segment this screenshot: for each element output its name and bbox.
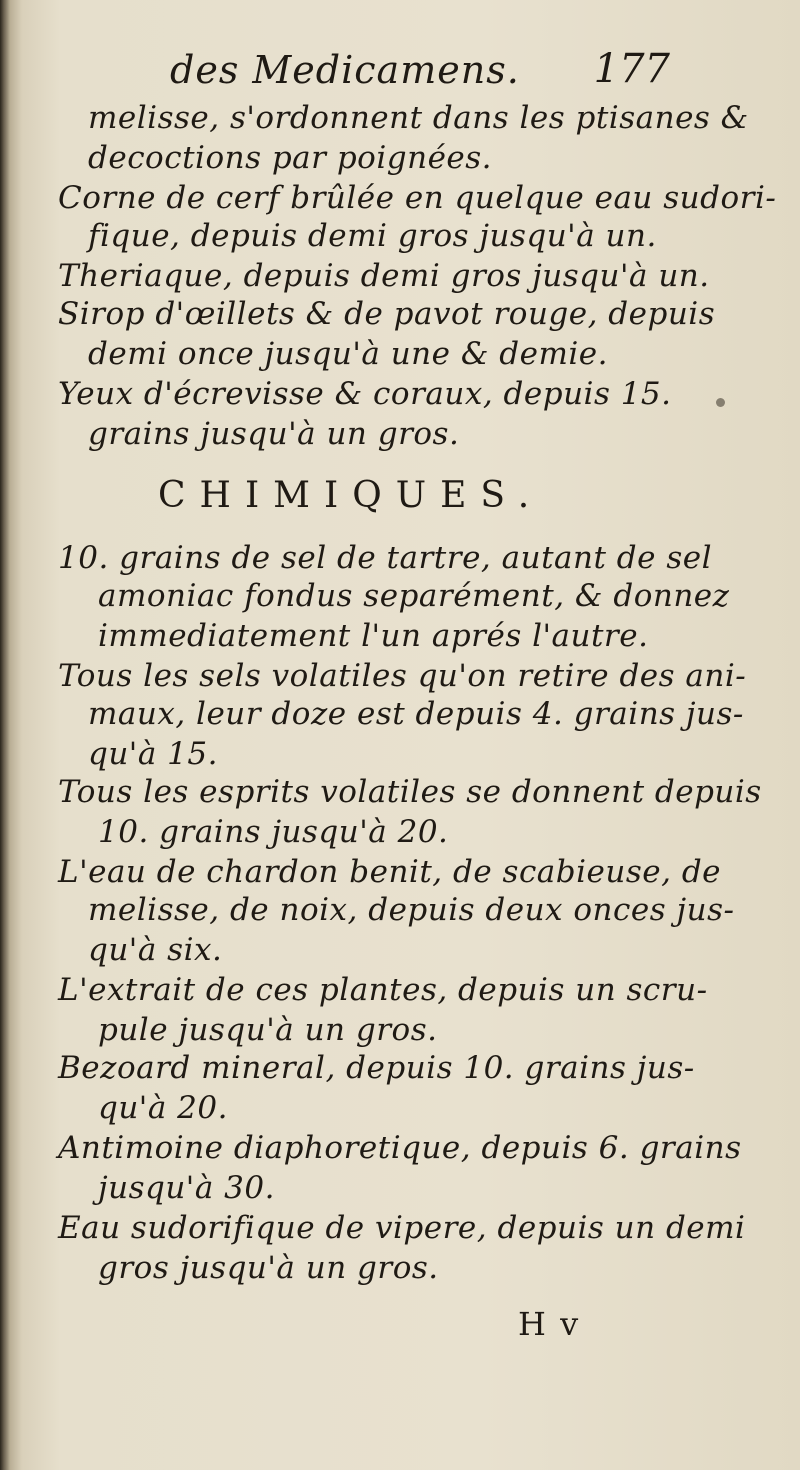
bottom-line-1: 10. grains de sel de tartre, autant de sel <box>58 540 713 576</box>
ink-spot <box>716 398 725 407</box>
bottom-line-14: Bezoard mineral, depuis 10. grains jus- <box>58 1050 695 1086</box>
top-line-3: Corne de cerf brûlée en quelque eau sudori- <box>58 180 777 216</box>
bottom-line-6: qu'à 15. <box>88 736 218 772</box>
section-heading: CHIMIQUES. <box>158 475 544 516</box>
bottom-line-12: L'extrait de ces plantes, depuis un scru- <box>58 972 708 1008</box>
top-line-5: Theriaque, depuis demi gros jusqu'à un. <box>58 258 710 294</box>
bottom-line-3: immediatement l'un aprés l'autre. <box>98 618 649 654</box>
running-title: des Medicamens. <box>170 48 520 92</box>
bottom-line-19: gros jusqu'à un gros. <box>98 1250 439 1286</box>
top-line-8: Yeux d'écrevisse & coraux, depuis 15. <box>58 376 672 412</box>
signature-mark: H v <box>518 1305 581 1343</box>
top-line-2: decoctions par poignées. <box>88 140 493 176</box>
bottom-line-7: Tous les esprits volatiles se donnent depuis <box>58 774 762 810</box>
top-line-9: grains jusqu'à un gros. <box>88 416 460 452</box>
bottom-line-16: Antimoine diaphoretique, depuis 6. grains <box>58 1130 742 1166</box>
bottom-line-9: L'eau de chardon benit, de scabieuse, de <box>58 854 722 890</box>
bottom-line-8: 10. grains jusqu'à 20. <box>98 814 449 850</box>
bottom-line-17: jusqu'à 30. <box>98 1170 275 1206</box>
bottom-line-18: Eau sudorifique de vipere, depuis un demi <box>58 1210 746 1246</box>
bottom-line-11: qu'à six. <box>88 932 223 968</box>
top-line-1: melisse, s'ordonnent dans les ptisanes & <box>88 100 749 136</box>
running-header <box>170 48 670 98</box>
top-line-6: Sirop d'œillets & de pavot rouge, depuis <box>58 296 716 332</box>
bottom-line-15: qu'à 20. <box>98 1090 228 1126</box>
page-number: 177 <box>593 46 670 92</box>
bottom-line-10: melisse, de noix, depuis deux onces jus- <box>88 892 735 928</box>
bottom-line-2: amoniac fondus separément, & donnez <box>98 578 730 614</box>
bottom-line-13: pule jusqu'à un gros. <box>98 1012 438 1048</box>
bottom-line-5: maux, leur doze est depuis 4. grains jus- <box>88 696 744 732</box>
top-line-7: demi once jusqu'à une & demie. <box>88 336 608 372</box>
top-line-4: fique, depuis demi gros jusqu'à un. <box>88 218 657 254</box>
bottom-line-4: Tous les sels volatiles qu'on retire des ani- <box>58 658 747 694</box>
